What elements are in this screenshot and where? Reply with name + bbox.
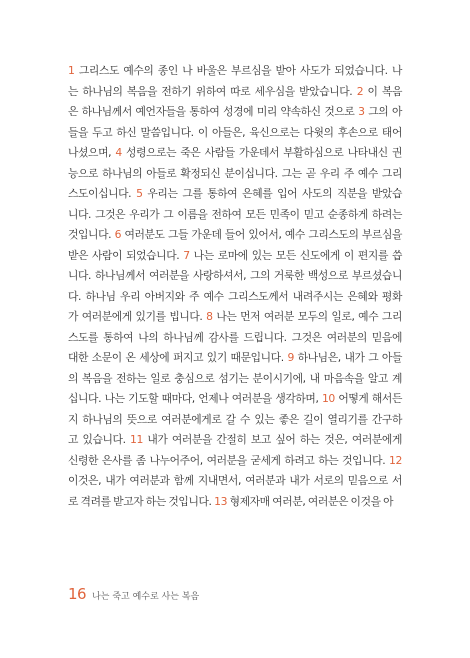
verse-text: 성령으로는 죽은 사람들 가운데서 부활하심으로 나타내신 권 (121, 146, 402, 159)
text-line (68, 205, 402, 226)
verse-text: 형제자매 여러분, 여러분은 이것을 아 (227, 494, 394, 508)
text-line (68, 246, 402, 267)
text-line (68, 184, 402, 205)
text-line (68, 471, 402, 492)
text-line (68, 389, 402, 410)
verse-text: 고 있습니다. (68, 433, 131, 446)
verse-text: 로 격려를 받고자 하는 것입니다. (68, 494, 215, 508)
verse-text: 가 여러분에게 있기를 빕니다. (68, 310, 207, 323)
text-line (68, 492, 402, 513)
text-line (68, 348, 402, 369)
verse-text: 어떻게 해서든 (334, 392, 402, 405)
text-line (68, 164, 402, 185)
verse-text: 의 복음을 전하는 일로 충심으로 섬기는 분이시기에, 내 마음속을 알고 계 (68, 371, 402, 385)
text-line (68, 328, 402, 349)
verse-text: 나는 먼저 여러분 모두의 일로, 예수 그리 (212, 310, 402, 323)
verse-text: 니다. 하나님께서 여러분을 사랑하셔서, 그의 거룩한 백성으로 부르셨습니 (68, 269, 402, 282)
verse-text: 스도이십니다. (68, 187, 137, 200)
verse-text: 내가 여러분을 간절히 보고 싶어 하는 것은, 여러분에게 (142, 433, 402, 446)
verse-text: 은 하나님께서 예언자들을 통하여 성경에 미리 약속하신 것으로 (68, 105, 359, 118)
verse-number: 12 (389, 453, 402, 467)
verse-number: 5 (136, 187, 143, 200)
verse-text: 는 하나님의 복음을 전하기 위하여 따로 세우심을 받았습니다. (68, 84, 357, 98)
text-line (68, 266, 402, 287)
verse-number: 11 (130, 433, 143, 446)
verse-text: 나셨으며, (68, 146, 116, 159)
text-line (68, 123, 402, 144)
verse-text: 이 복음 (363, 84, 403, 98)
verse-number: 2 (356, 84, 364, 98)
text-line (68, 369, 402, 390)
verse-text: 지 하나님의 뜻으로 여러분에게로 갈 수 있는 좋은 길이 열리기를 간구하 (68, 412, 402, 426)
text-line (68, 61, 402, 82)
verse-text: 스도를 통하여 나의 하나님께 감사를 드립니다. 그것은 여러분의 믿음에 (68, 330, 402, 344)
verse-text: 들을 두고 하신 말씀입니다. 이 아들은, 육신으로는 다윗의 후손으로 태어 (68, 125, 402, 139)
verse-text: 이것은, 내가 여러분과 함께 지내면서, 여러분과 내가 서로의 믿음으로 서 (68, 474, 402, 487)
verse-text: 하나님은, 내가 그 아들 (293, 351, 402, 364)
scripture-text-block (68, 61, 402, 512)
verse-number: 1 (68, 64, 75, 77)
verse-number: 6 (114, 228, 122, 241)
verse-text: 것입니다. (68, 228, 115, 241)
text-line (68, 430, 402, 451)
verse-number: 7 (183, 248, 190, 262)
text-line (68, 451, 402, 472)
running-book-title: 나는 죽고 예수로 사는 복음 (92, 592, 200, 602)
text-line (68, 143, 402, 164)
verse-text: 십니다. 나는 기도할 때마다, 언제나 여러분을 생각하며, (68, 392, 322, 405)
verse-text: 그의 아 (364, 105, 402, 118)
verse-text: 대한 소문이 온 세상에 퍼지고 있기 때문입니다. (68, 351, 288, 364)
text-line (68, 102, 402, 123)
verse-number: 13 (214, 494, 228, 508)
verse-text: 니다. 그것은 우리가 그 이름을 전하여 모든 민족이 믿고 순종하게 하려는 (68, 207, 402, 221)
text-line (68, 225, 402, 246)
text-line (68, 287, 402, 308)
verse-number: 4 (115, 146, 122, 159)
verse-text: 능으로 하나님의 아들로 확정되신 분이십니다. 그는 곧 우리 주 예수 그리 (68, 166, 402, 180)
verse-number: 3 (358, 105, 365, 118)
page-footer (68, 585, 199, 603)
verse-number: 8 (206, 310, 213, 323)
verse-text: 나는 로마에 있는 모든 신도에게 이 편지를 씁 (189, 248, 402, 262)
verse-text: 신령한 은사를 좀 나누어주어, 여러분을 굳세게 하려고 하는 것입니다. (68, 453, 390, 467)
verse-text: 받은 사람이 되었습니다. (68, 248, 184, 262)
verse-number: 9 (287, 351, 294, 364)
verse-text: 우리는 그를 통하여 은혜를 입어 사도의 직분을 받았습 (142, 187, 402, 200)
text-line (68, 82, 402, 103)
verse-text: 여러분도 그들 가운데 들어 있어서, 예수 그리스도의 부르심을 (121, 228, 403, 241)
text-line (68, 410, 402, 431)
verse-text: 다. 하나님 우리 아버지와 주 예수 그리스도께서 내려주시는 은혜와 평화 (68, 289, 402, 303)
verse-number: 10 (321, 392, 335, 405)
verse-text: 그리스도 예수의 종인 나 바울은 부르심을 받아 사도가 되었습니다. 나 (74, 64, 402, 77)
page-number: 16 (68, 585, 87, 603)
text-line (68, 307, 402, 328)
